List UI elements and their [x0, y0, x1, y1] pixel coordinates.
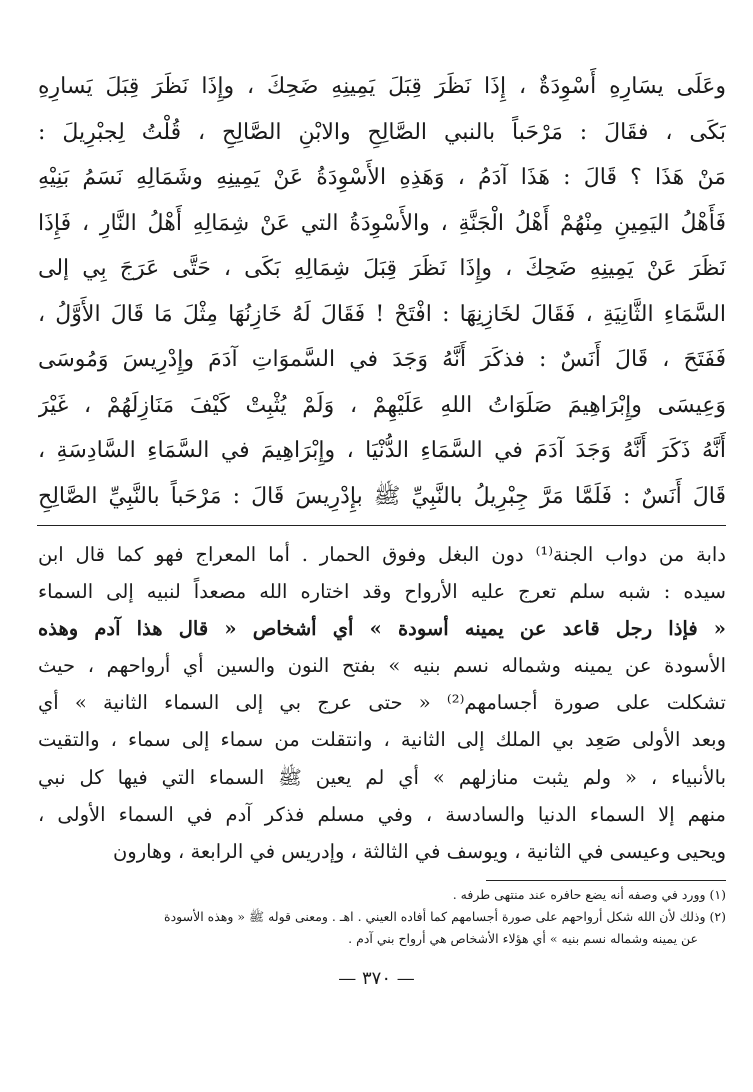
hadith-text	[38, 64, 726, 519]
commentary-text	[38, 536, 726, 870]
commentary-line: « فإذا رجل قاعد عن يمينه أسودة » أي أشخاص « قال هذا آدم وهذه	[38, 617, 726, 641]
hadith-line: السَّمَاءِ الثَّانِيَةِ ، فَقَالَ لخَازِنِهَا : افْتَحْ ! فَقَالَ لَهُ خَازِنُهَا مِثْلَ مَا قَالَ الأَوَّلُ ،	[38, 301, 726, 327]
commentary-line: دابة من دواب الجنة⁽¹⁾ دون البغل وفوق الحمار . أما المعراج فهو كما قال ابن	[38, 543, 726, 566]
hadith-line: فَأَهْلُ اليَمِينِ مِنْهُمْ أَهْلُ الْجَنَّةِ ، والأَسْوِدَةُ التي عَنْ شِمَالِهِ أَهْلُ النَّارِ ، فَإِذَا	[38, 210, 726, 236]
hadith-line: نَظَرَ عَنْ يَمِينِهِ ضَحِكَ ، وإِذَا نَظَرَ قِبَلَ شِمَالِهِ بَكَى ، حَتَّى عَرَجَ بِي إلى	[38, 256, 726, 281]
hadith-line: وَعِيسَى وإِبْرَاهِيمَ صَلَوَاتُ اللهِ عَلَيْهِمْ ، وَلَمْ يُثْبِتْ كَيْفَ مَنَازِلَهُمْ ، غَيْرَ	[38, 392, 726, 418]
page-number: — ٣٧٠ —	[338, 968, 415, 989]
hadith-line: بَكَى ، فقَالَ : مَرْحَباً بالنبي الصَّالِحِ والابْنِ الصَّالِحِ ، قُلْتُ لِجبْرِيلَ :	[38, 119, 726, 145]
hadith-line: وعَلَى يسَارِهِ أَسْوِدَةٌ ، إِذَا نَظَرَ قِبَلَ يَمِينِهِ ضَحِكَ ، وإِذَا نَظَرَ قِبَلَ يَسارِهِ	[38, 74, 726, 99]
hadith-line: مَنْ هَذَا ؟ قَالَ : هَذَا آدَمُ ، وَهَذِهِ الأَسْوِدَةُ عَنْ يَمِينِهِ وشَمَالِهِ نَسَمُ بَنِيْهِ	[38, 165, 726, 190]
commentary-line: ويحيى وعيسى في الثانية ، ويوسف في الثالثة ، وإدريس في الرابعة ، وهارون	[112, 839, 726, 863]
hadith-line: قَالَ أَنَسٌ : فَلَمَّا مَرَّ جِبْرِيلُ بالنَّبِيِّ ﷺ بإِدْرِيسَ قَالَ : مَرْحَباً بالنَّبِيِّ الصَّالِحِ	[38, 483, 726, 509]
commentary-line: تشكلت على صورة أجسامهم⁽²⁾ « حتى عرج بي إلى السماء الثانية » أي	[38, 691, 726, 715]
footnote-1: (١) وورد في وصفه أنه يضع حافره عند منتهى طرفه .	[452, 887, 726, 902]
commentary-line: سيده : شبه سلم تعرج عليه الأرواح وقد اختاره الله مصعداً لنبيه إلى السماء	[38, 580, 726, 604]
hadith-line: أَنَّهُ ذَكَرَ أَنَّهُ وَجَدَ آدَمَ في السَّمَاءِ الدُّنْيَا ، وإِبْرَاهِيمَ في السَّمَاءِ السَّادِسَةِ ،	[38, 438, 726, 463]
hadith-line: فَفَتَحَ ، قَالَ أَنَسٌ : فذكَرَ أَنَّهُ وَجَدَ في السَّموَاتِ آدَمَ وإِدْرِيسَ وَمُوسَى	[38, 347, 726, 372]
commentary-line: وبعد الأولى صَعِد بي الملك إلى الثانية ، وانتقلت من سماء إلى سماء ، والتقيت	[38, 728, 726, 752]
commentary-line: بالأنبياء ، « ولم يثبت منازلهم » أي لم يعين ﷺ السماء التي فيها كل نبي	[38, 765, 726, 789]
footnote-2: (٢) وذلك لأن الله شكل أرواحهم على صورة أجسامهم كما أفاده العيني . اهـ . ومعنى قوله ﷺ « وهذه الأسودة	[164, 909, 726, 924]
footnote-rule	[486, 880, 726, 881]
commentary-line: منهم إلا السماء الدنيا والسادسة ، وفي مسلم فذكر آدم في السماء الأولى ،	[38, 802, 726, 826]
section-divider	[37, 525, 726, 526]
footnotes	[38, 884, 726, 950]
footnote-2-continued: عن يمينه وشماله نسم بنيه » أي هؤلاء الأشخاص هي أرواح بني آدم .	[348, 931, 698, 946]
commentary-line: الأسودة عن يمينه وشماله نسم بنيه » بفتح النون والسين أي أرواحهم ، حيث	[38, 654, 726, 678]
